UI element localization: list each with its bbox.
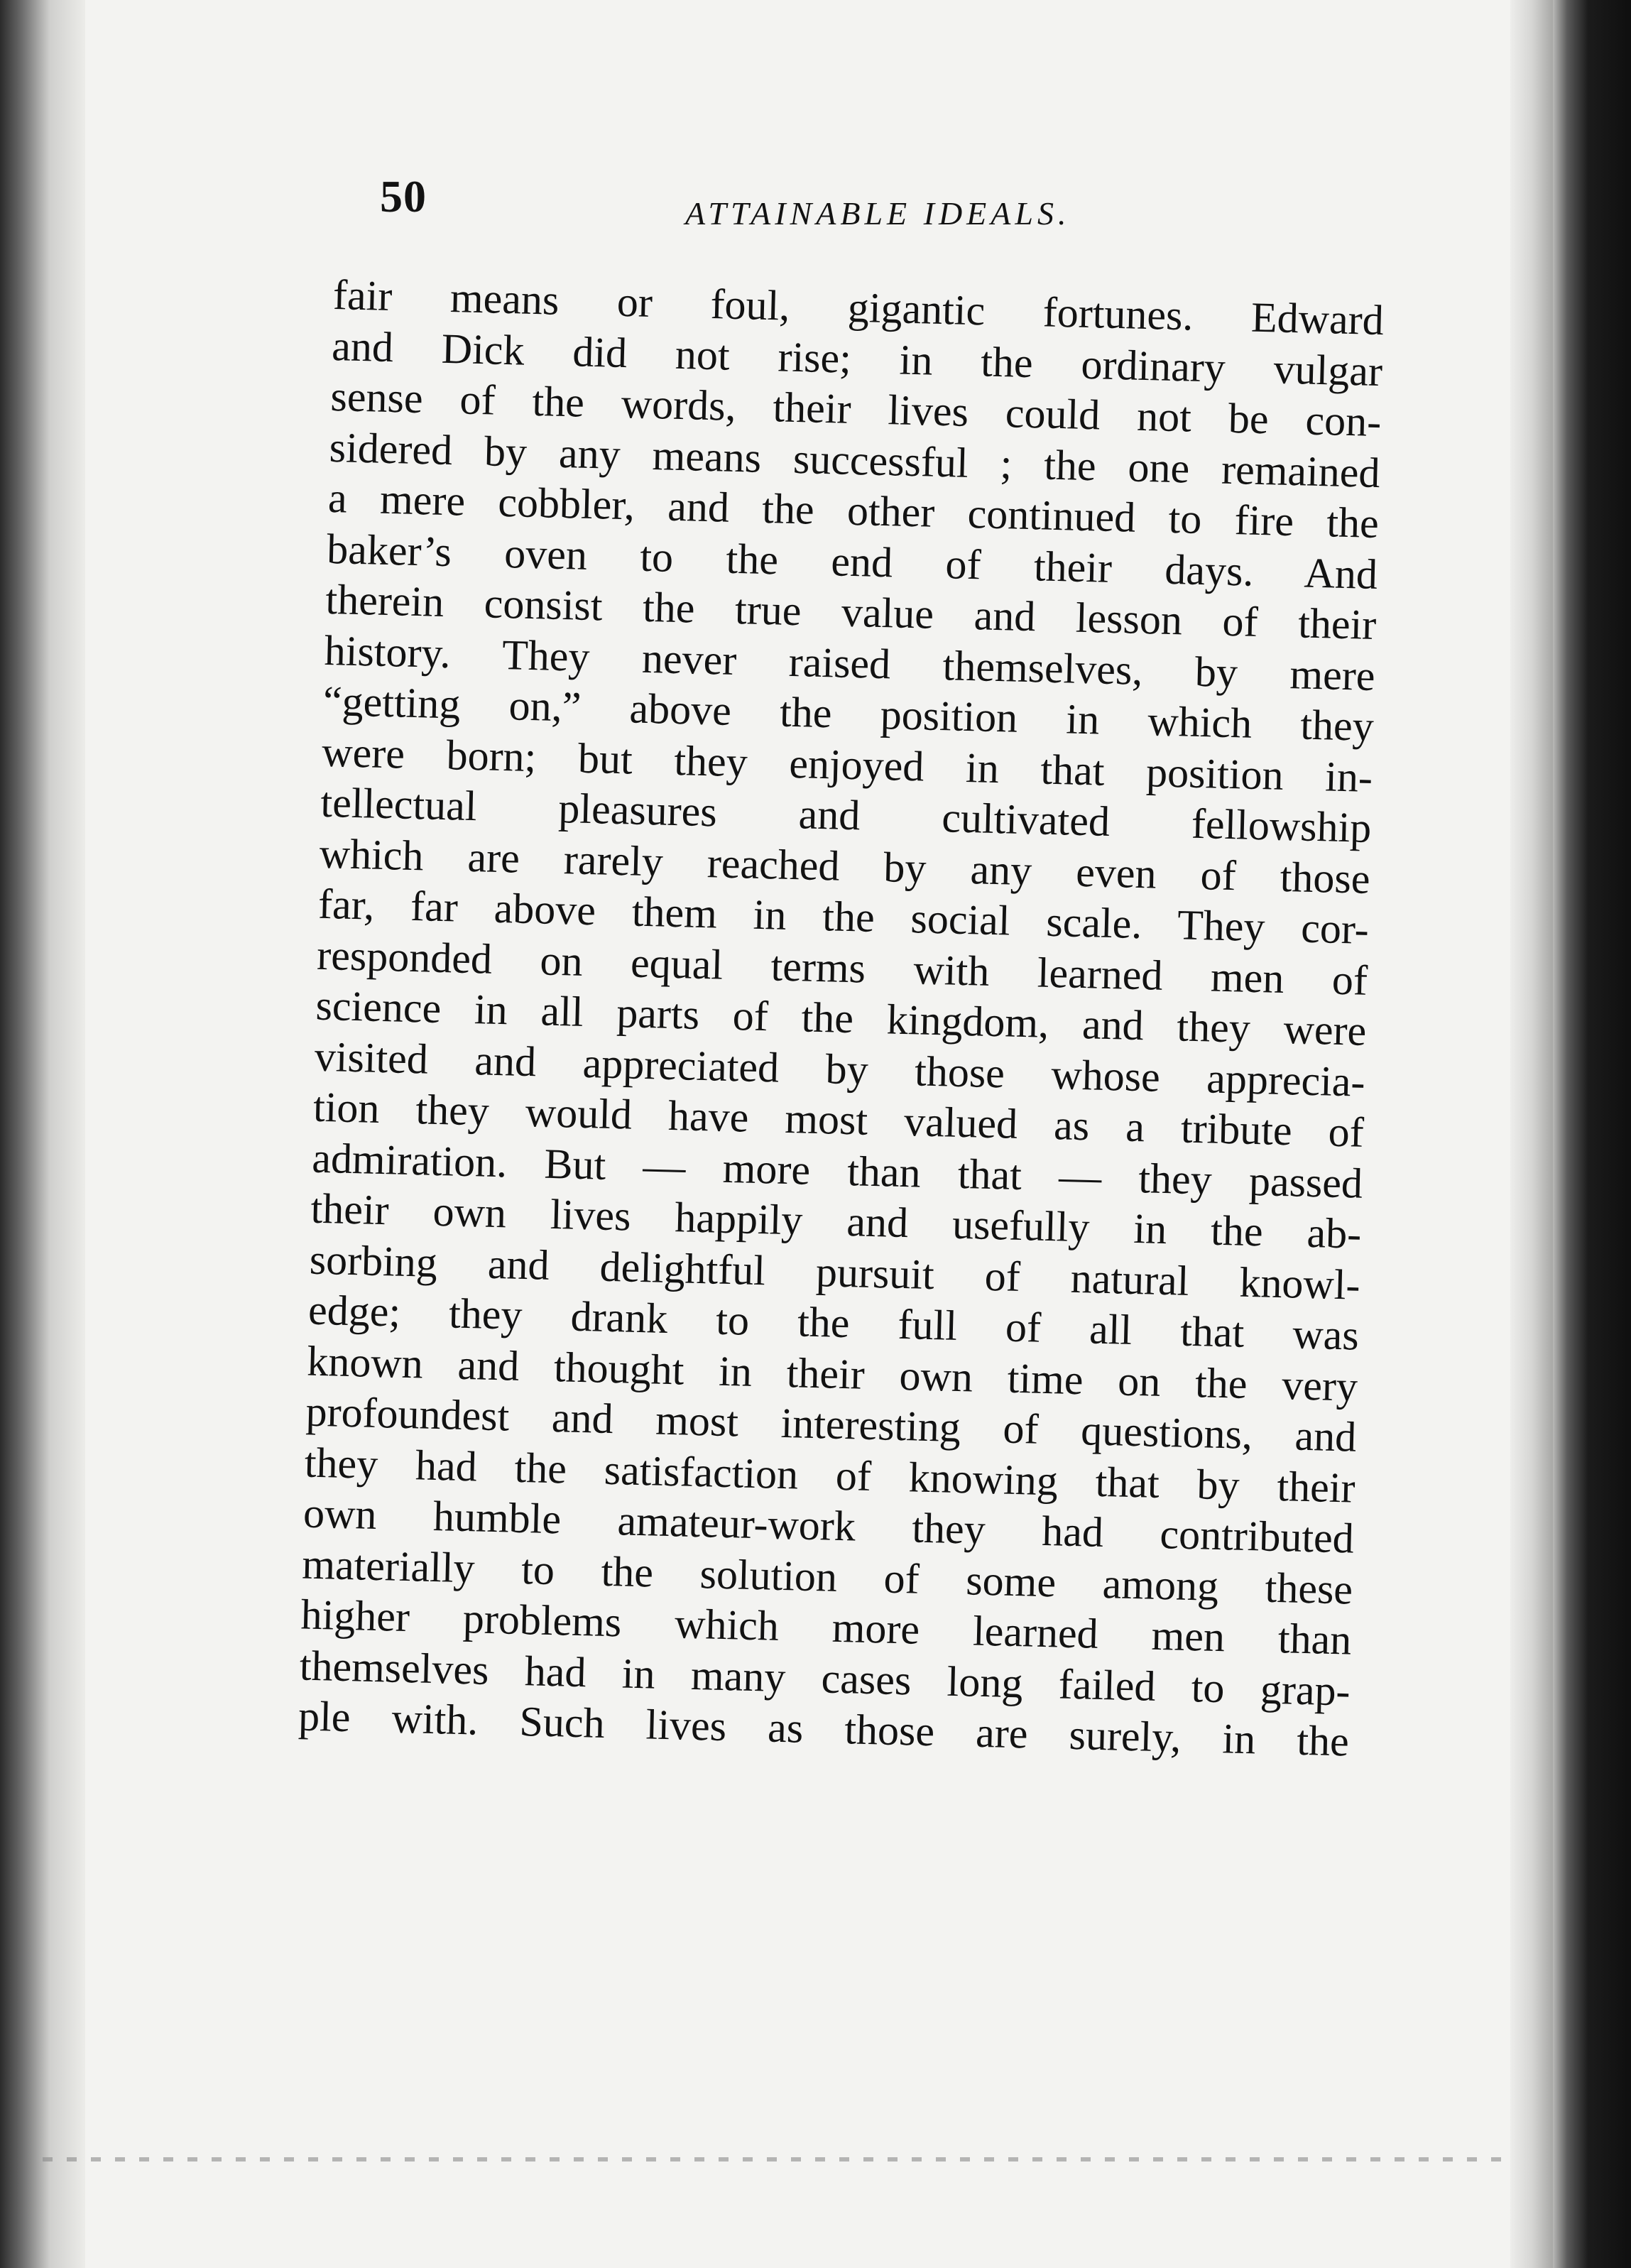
text-line: “getting on,” above the position in which they <box>322 677 1375 750</box>
text-line: tellectual pleasures and cultivated fellowship <box>320 778 1373 851</box>
text-line: materially to the solution of some among these <box>301 1539 1353 1613</box>
text-line: sorbing and delightful pursuit of natural knowl- <box>309 1236 1361 1309</box>
text-line: admiration. But — more than that — they passed <box>311 1134 1363 1207</box>
text-line: far, far above them in the social scale. They cor- <box>317 880 1370 953</box>
text-line: known and thought in their own time on the very <box>306 1337 1358 1410</box>
text-line: sidered by any means successful ; the one remained <box>329 423 1381 496</box>
text-line: science in all parts of the kingdom, and they were <box>315 981 1368 1054</box>
text-line: themselves had in many cases long failed to grap- <box>299 1641 1351 1715</box>
running-head <box>380 170 1409 256</box>
text-line: responded on equal terms with learned men of <box>316 931 1368 1004</box>
text-line: sense of the words, their lives could not be con- <box>329 372 1382 446</box>
text-line: higher problems which more learned men than <box>300 1591 1353 1664</box>
text-line: therein consist the true value and lesson of their <box>324 575 1378 649</box>
running-title: ATTAINABLE IDEALS. <box>685 195 1071 231</box>
text-line: and Dick did not rise; in the ordinary vulgar <box>331 322 1383 395</box>
text-line: profoundest and most interesting of questions, and <box>305 1387 1358 1461</box>
text-line: they had the satisfaction of knowing that by their <box>304 1439 1356 1512</box>
text-line: their own lives happily and usefully in the ab- <box>310 1184 1363 1258</box>
page-number: 50 <box>380 171 427 222</box>
text-line: history. They never raised themselves, by mere <box>324 626 1376 699</box>
text-line: tion they would have most valued as a tribute of <box>312 1083 1365 1156</box>
text-line: were born; but they enjoyed in that position in- <box>321 728 1373 801</box>
body-text <box>298 270 1384 1767</box>
text-line: baker’s oven to the end of their days. And <box>326 525 1378 598</box>
text-line: own humble amateur-work they had contributed <box>302 1489 1355 1562</box>
text-line: which are rarely reached by any even of those <box>319 829 1371 903</box>
text-line: ple with. Such lives as those are surely, in the <box>298 1692 1350 1765</box>
text-line: visited and appreciated by those whose apprecia- <box>314 1032 1366 1106</box>
text-line: edge; they drank to the full of all that was <box>307 1286 1360 1359</box>
text-line: fair means or foul, gigantic fortunes. Edward <box>332 271 1385 344</box>
text-line: a mere cobbler, and the other continued to fire the <box>327 474 1380 547</box>
